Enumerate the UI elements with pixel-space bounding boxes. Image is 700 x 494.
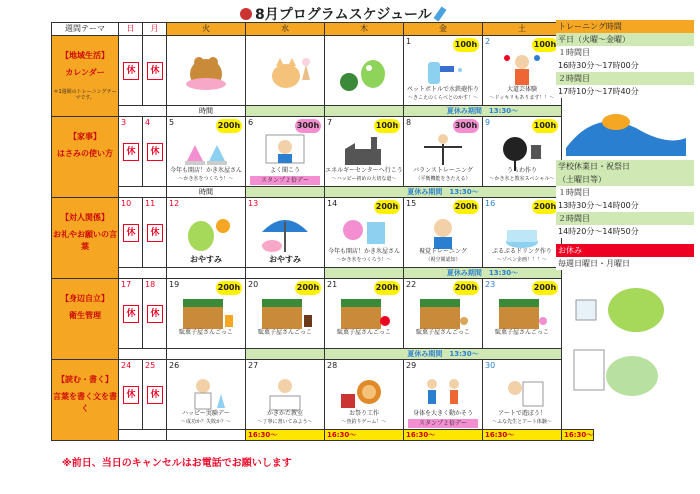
day-cell: 13 おやすみ bbox=[246, 198, 325, 268]
header-wed: 水 bbox=[246, 23, 325, 36]
activity-subtitle: ～ドッキリもあります！！～ bbox=[489, 95, 555, 101]
date-number: 1 bbox=[406, 37, 412, 46]
theme-category: 【家事】 bbox=[69, 132, 101, 141]
day-cell: 28 お祭り工作 ～魚釣りゲーム！～ bbox=[325, 360, 404, 430]
surfing-dog-icon bbox=[556, 98, 694, 158]
day-cell: 17 休 bbox=[119, 279, 143, 349]
day-cell: 8 300h バランストレーニング （平衡機能をきたえる） bbox=[404, 117, 483, 187]
stamp-bonus: スタンプ２倍デー bbox=[250, 176, 320, 185]
day-cell: 3 休 bbox=[119, 117, 143, 187]
closed-mark: 休 bbox=[123, 143, 139, 161]
watermelon-icon bbox=[240, 8, 252, 20]
bird-watermelon-icon bbox=[335, 50, 393, 92]
time-label: 時間 bbox=[167, 106, 246, 117]
day-cell: 20 200h 駄菓子屋さんごっこ bbox=[246, 279, 325, 349]
header-sun: 日 bbox=[119, 23, 143, 36]
bird-ball-icon bbox=[177, 212, 235, 254]
day-cell: 16 200h ぷるぷるドリンク作り ～ゾペン企画！！！～ bbox=[483, 198, 562, 268]
header-mon: 月 bbox=[143, 23, 167, 36]
summer-period: 夏休み期間 13:30～ bbox=[404, 106, 562, 117]
day-cell: 14 200h 今年も開店！かき氷屋さん ～かき氷をつくろう！～ bbox=[325, 198, 404, 268]
stamp-bonus: スタンプ２倍デー bbox=[408, 419, 478, 428]
week5-theme: 【読む・書く】 言葉を書く文を書く bbox=[52, 360, 119, 441]
theme-note: ＊1週間のトレーニングテーマです。 bbox=[53, 89, 117, 101]
day-cell bbox=[167, 36, 246, 106]
day-cell: 19 200h 駄菓子屋さんごっこ bbox=[167, 279, 246, 349]
mouse-writing-icon bbox=[556, 340, 694, 406]
activity-title: ペットボトルで水鉄砲作り bbox=[406, 86, 479, 93]
day-cell: 5 200h 今年も開店！かき氷屋さん ～かき氷をつくろう！～ bbox=[167, 117, 246, 187]
closed-mark: 休 bbox=[147, 143, 163, 161]
day-cell: 12 おやすみ bbox=[167, 198, 246, 268]
day-cell: 21 200h 駄菓子屋さんごっこ bbox=[325, 279, 404, 349]
pencil-icon bbox=[433, 7, 446, 22]
panel-header: トレーニング時間 bbox=[556, 20, 694, 33]
time-label: 16:30～ bbox=[562, 430, 594, 441]
page-title: 8月プログラムスケジュール bbox=[240, 4, 443, 24]
time-label: 16:30～ bbox=[325, 430, 404, 441]
day-cell: 27 かきかた教室 ～丁寧に書いてみよう～ bbox=[246, 360, 325, 430]
header-tue: 火 bbox=[167, 23, 246, 36]
header-fri: 金 bbox=[404, 23, 483, 36]
theme-category: 【地域生活】 bbox=[61, 51, 109, 60]
header-thu: 木 bbox=[325, 23, 404, 36]
day-cell bbox=[246, 36, 325, 106]
theme-title: はさみの使い方 bbox=[57, 149, 113, 158]
date-number: 2 bbox=[485, 37, 491, 46]
beach-umbrella-icon bbox=[256, 212, 314, 254]
time-label: 時間 bbox=[167, 187, 246, 198]
schedule-table bbox=[51, 22, 594, 441]
summer-period: 夏休み期間 13:30～ bbox=[404, 268, 562, 279]
day-cell: 10 休 bbox=[119, 198, 143, 268]
day-cell bbox=[404, 36, 483, 106]
time-label bbox=[119, 106, 167, 117]
week4-theme: 【身辺自立】 衛生管理 bbox=[52, 279, 119, 360]
summer-period: 夏休み期間 13:30～ bbox=[325, 187, 562, 198]
time-label: 16:30～ bbox=[246, 430, 325, 441]
day-cell: 7 100h エネルギーセンターへ行こう ～ハッピー初めの大切な道～ bbox=[325, 117, 404, 187]
points-badge: 100h bbox=[532, 38, 558, 52]
day-cell bbox=[119, 36, 143, 106]
week2-theme bbox=[52, 117, 119, 198]
footer-note: ※前日、当日のキャンセルはお電話でお願いします bbox=[62, 458, 292, 469]
day-cell bbox=[143, 36, 167, 106]
week3-theme: 【対人関係】 お礼やお願いの言葉 bbox=[52, 198, 119, 279]
bear-float-icon bbox=[177, 50, 235, 92]
day-cell: 15 200h 視覚トレーニング （視空間認知） bbox=[404, 198, 483, 268]
day-cell: 24 休 bbox=[119, 360, 143, 430]
cat-icecream-icon bbox=[256, 50, 314, 92]
activity-title: 大道芸体験 bbox=[506, 86, 537, 93]
summer-period: 夏休み期間 13:30～ bbox=[325, 349, 562, 360]
bird-brushing-icon bbox=[556, 270, 694, 338]
closed-mark: 休 bbox=[123, 62, 139, 80]
day-cell: 4 休 bbox=[143, 117, 167, 187]
day-cell: 6 300h よく聞こう スタンプ２倍デー bbox=[246, 117, 325, 187]
holiday-label: おやすみ bbox=[190, 255, 222, 264]
week1-theme bbox=[52, 36, 119, 117]
time-label: 16:30～ bbox=[404, 430, 483, 441]
closed-mark: 休 bbox=[147, 62, 163, 80]
time-label: 16:30～ bbox=[483, 430, 562, 441]
holiday-label: おやすみ bbox=[269, 255, 301, 264]
header-theme: 週間テーマ bbox=[52, 23, 119, 36]
day-cell: 25 休 bbox=[143, 360, 167, 430]
points-badge: 100h bbox=[453, 38, 479, 52]
day-cell bbox=[483, 36, 562, 106]
day-cell: 23 200h 駄菓子屋さんごっこ bbox=[483, 279, 562, 349]
day-cell: 26 ハッピー実験デー ～成功か？失敗か？～ bbox=[167, 360, 246, 430]
training-time-panel: トレーニング時間 平日（火曜～金曜） １時間目 16時30分～17時00分 ２時間目 17時10分～17時40分 学校休業日・祝祭日 （土曜日等） １時間目 13時30分～14時00分 ２時間目 14時20分～14時50分 お休み 毎週日曜日・月曜日 bbox=[556, 20, 694, 408]
day-cell: 29 身体を大きく動かそう スタンプ２倍デー bbox=[404, 360, 483, 430]
theme-title: カレンダー bbox=[65, 68, 105, 77]
day-cell bbox=[325, 36, 404, 106]
activity-subtitle: ～きこえのくらべとのかす！～ bbox=[407, 95, 478, 101]
header-sat: 土 bbox=[483, 23, 562, 36]
day-cell: 30 アートで遊ぼう！ ～ふな先生とアート体験～ bbox=[483, 360, 562, 430]
day-cell: 18 休 bbox=[143, 279, 167, 349]
day-cell: 9 100h うちわ作り ～かき氷と教室スペシャル～ bbox=[483, 117, 562, 187]
day-cell: 11 休 bbox=[143, 198, 167, 268]
day-cell: 22 200h 駄菓子屋さんごっこ bbox=[404, 279, 483, 349]
